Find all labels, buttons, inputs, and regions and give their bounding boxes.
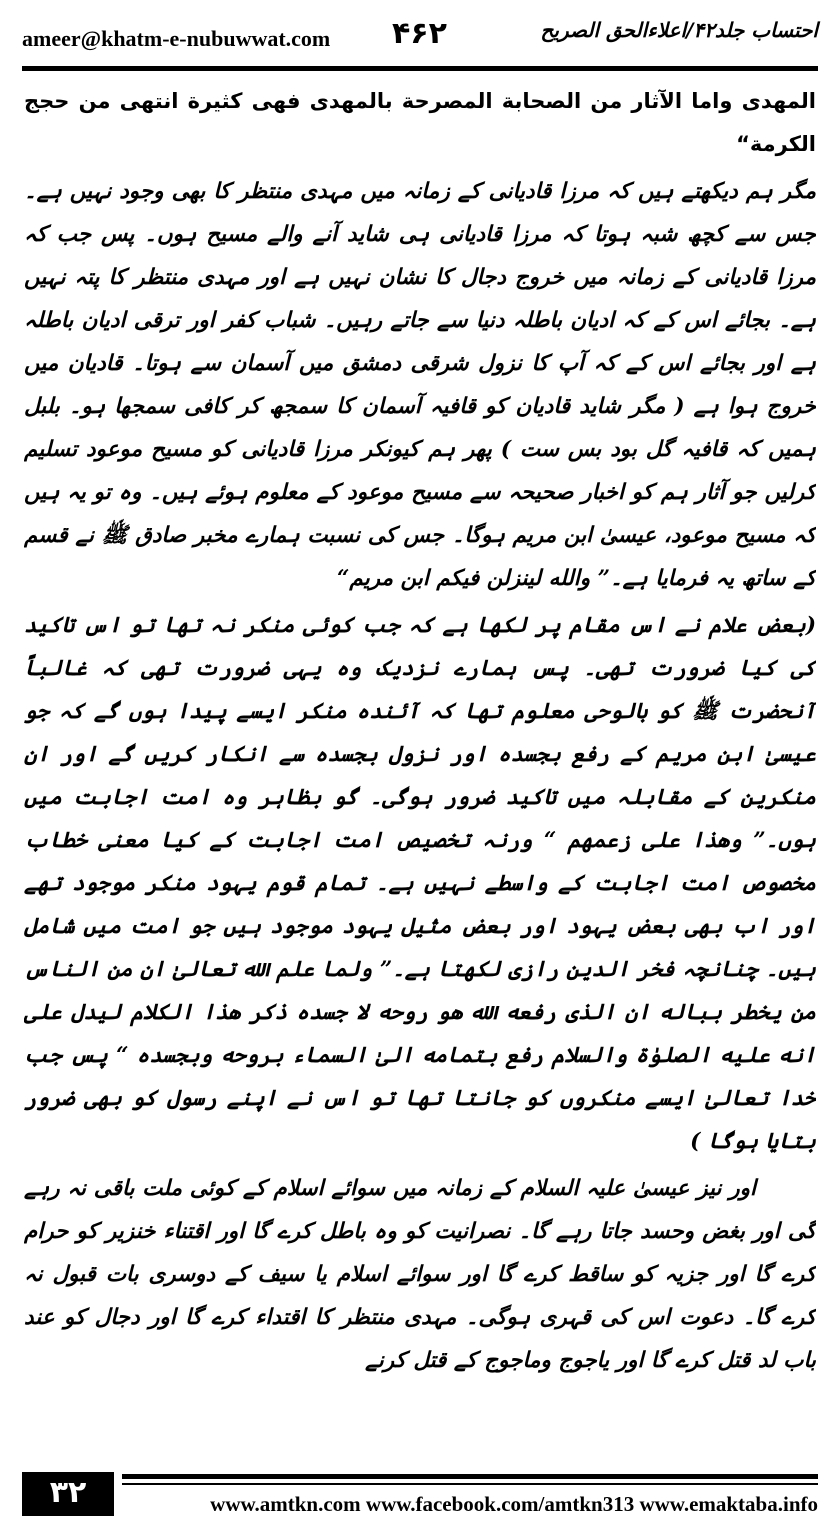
page-header — [22, 12, 818, 60]
paragraph-mahdi: مگر ہم دیکھتے ہیں کہ مرزا قادیانی کے زمانہ میں مہدی منتظر کا بھی وجود نہیں ہے۔ جس سے کچھ شبہ ہوتا کہ مرزا قادیانی ہی شاید آنے والے مسیح ہوں۔ پس جب کہ مرزا قادیانی کے زمانہ میں خروج دجال کا نشان نہیں ہے اور مہدی منتظر کا پتہ نہیں ہے۔ بجائے اس کے کہ ادیان باطلہ دنیا سے جاتے رہیں۔ شباب کفر اور ترقی ادیان باطلہ ہے اور بجائے اس کے کہ آپ کا نزول شرقی دمشق میں آسمان سے ہوتا۔ قادیان میں خروج ہوا ہے ( مگر شاید قادیان کو قافیہ آسمان کا سمجھ کر کافی سمجھا ہو۔ بلبل ہمیں کہ قافیہ گل بود بس ست ) پھر ہم کیونکر مرزا قادیانی کو مسیح موعود تسلیم کرلیں جو آثار ہم کو اخبار صحیحہ سے مسیح موعود کے معلوم ہوئے ہیں۔ وہ تو یہ ہیں کہ مسیح موعود، عیسیٰ ابن مریم ہوگا۔ جس کی نسبت ہمارے مخبر صادق ﷺ نے قسم کے ساتھ یہ فرمایا ہے۔” والله لینزلن فیکم ابن مریم“ — [24, 179, 816, 591]
header-email: ameer@khatm-e-nubuwwat.com — [22, 26, 331, 51]
footer-rule-thick — [122, 1474, 818, 1479]
header-rule — [22, 66, 818, 71]
footer-page-number: ۳۲ — [22, 1472, 114, 1516]
page-body — [24, 80, 816, 1448]
footer-links: www.amtkn.com www.facebook.com/amtkn313 www.emaktaba.info — [210, 1492, 818, 1516]
running-title: احتساب جلد۴۲/اعلاءالحق الصریح — [540, 18, 818, 42]
paragraph-isa: اور نیز عیسیٰ علیہ السلام کے زمانہ میں سوائے اسلام کے کوئی ملت باقی نہ رہے گی اور بغض وحسد جاتا رہے گا۔ نصرانیت کو وہ باطل کرے گا اور اقتناء خنزیر کو حرام کرے گا اور جزیہ کو ساقط کرے گا اور سوائے اسلام یا سیف کے دوسری بات قبول نہ کرے گا۔ دعوت اس کی قہری ہوگی۔ مہدی منتظر کا اقتداء کرے گا اور دجال کو عند باب لد قتل کرے گا اور یاجوج وماجوج کے قتل کرنے — [24, 1176, 816, 1373]
paragraph-parenthetical-note: (بعض علام نے اس مقام پر لکھا ہے کہ جب کوئی منکر نہ تھا تو اس تاکید کی کیا ضرورت تھی۔ پس ہمارے نزدیک وہ یہی ضرورت تھی کہ غالباً آنحضرت ﷺ کو بالوحی معلوم تھا کہ آئندہ منکر ایسے پیدا ہوں گے کہ جو عیسیٰ ابن مریم کے رفع بجسدہ اور نزول بجسدہ سے انکار کریں گے اور ان منکرین کے مقابلہ میں تاکید ضرور ہوگی۔ گو بظاہر وہ امت اجابت میں ہوں۔” وهذا علی زعمهم “ ورنہ تخصیص امت اجابت کے کیا معنی خطاب مخصوص امت اجابت کے واسطے نہیں ہے۔ تمام قوم یہود منکر موجود تھے اور اب بھی بعض یہود اور بعض مثیل یہود موجود ہیں جو امت میں شامل ہیں۔ چنانچہ فخر الدین رازی لکھتا ہے۔” ولما علم الله تعالیٰ ان من الناس من یخطر بباله ان الذی رفعه الله هو روحه لا جسده ذکر هذا الکلام لیدل علی انه علیه الصلوٰة والسلام رفع بتمامه الیٰ السماء بروحه وبجسده “ پس جب خدا تعالیٰ ایسے منکروں کو جانتا تھا تو اس نے اپنے رسول کو بھی ضرور بتایا ہوگا ) — [24, 613, 816, 1154]
page-footer — [22, 1466, 818, 1540]
footer-rule-thin — [122, 1483, 818, 1485]
paragraph-arabic-quote: المهدی واما الآثار من الصحابة المصرحة بالمهدی فهی کثیرة انتهی من حجج الکرمة“ — [24, 89, 816, 156]
header-page-number: ۴۶۲ — [392, 16, 447, 51]
